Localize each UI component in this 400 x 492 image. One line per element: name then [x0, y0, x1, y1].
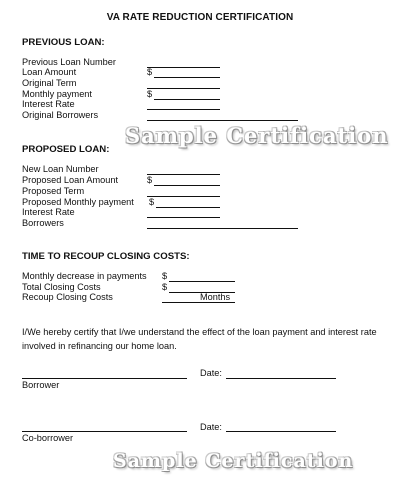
form-title: VA RATE REDUCTION CERTIFICATION: [106, 12, 294, 23]
borrower-date-line[interactable]: [226, 378, 336, 379]
original-term-label: Original Term: [22, 78, 77, 88]
proposed-loan-amount-dollar: $: [147, 175, 153, 185]
recoup-closing-costs-label: Recoup Closing Costs: [22, 292, 113, 302]
proposed-monthly-payment-dollar: $: [149, 197, 155, 207]
recoup-months-label: Months: [200, 292, 231, 302]
previous-loan-heading: PREVIOUS LOAN:: [22, 37, 105, 48]
total-closing-costs-label: Total Closing Costs: [22, 282, 101, 292]
interest-rate-label: Interest Rate: [22, 99, 75, 109]
monthly-decrease-label: Monthly decrease in payments: [22, 271, 147, 281]
monthly-payment-label: Monthly payment: [22, 89, 92, 99]
loan-amount-dollar: $: [147, 67, 153, 77]
borrowers-label: Borrowers: [22, 218, 64, 228]
original-borrowers-field[interactable]: [147, 110, 298, 121]
borrower-date-label: Date:: [200, 368, 222, 378]
monthly-decrease-dollar: $: [162, 271, 168, 281]
proposed-loan-amount-field[interactable]: [154, 175, 220, 186]
recoup-heading: TIME TO RECOUP CLOSING COSTS:: [22, 251, 190, 262]
new-loan-number-field[interactable]: [147, 164, 220, 175]
coborrower-date-line[interactable]: [226, 431, 336, 432]
certification-statement: I/We hereby certify that I/we understand the effect of the loan payment and interest rate involved in refinancing our home loan.: [22, 327, 377, 351]
proposed-interest-rate-field[interactable]: [147, 207, 220, 218]
borrower-signature-line[interactable]: [22, 378, 187, 379]
borrowers-field[interactable]: [147, 218, 298, 229]
proposed-term-field[interactable]: [147, 186, 220, 197]
loan-amount-label: Loan Amount: [22, 67, 77, 77]
original-borrowers-label: Original Borrowers: [22, 110, 99, 120]
watermark-top: Sample Certification: [125, 123, 389, 148]
coborrower-signature-line[interactable]: [22, 431, 187, 432]
borrower-label: Borrower: [22, 380, 60, 390]
monthly-decrease-field[interactable]: [169, 271, 235, 282]
watermark-bottom: Sample Certification: [113, 450, 354, 472]
interest-rate-field[interactable]: [147, 99, 220, 110]
original-term-field[interactable]: [147, 78, 220, 89]
coborrower-label: Co-borrower: [22, 433, 74, 443]
monthly-payment-dollar: $: [147, 89, 153, 99]
new-loan-number-label: New Loan Number: [22, 164, 99, 174]
loan-amount-field[interactable]: [154, 67, 220, 78]
total-closing-costs-dollar: $: [162, 282, 168, 292]
proposed-loan-heading: PROPOSED LOAN:: [22, 144, 110, 155]
proposed-term-label: Proposed Term: [22, 186, 85, 196]
proposed-monthly-payment-label: Proposed Monthly payment: [22, 197, 134, 207]
coborrower-date-label: Date:: [200, 422, 222, 432]
proposed-interest-rate-label: Interest Rate: [22, 207, 75, 217]
proposed-loan-amount-label: Proposed Loan Amount: [22, 175, 119, 185]
previous-loan-number-label: Previous Loan Number: [22, 57, 116, 67]
